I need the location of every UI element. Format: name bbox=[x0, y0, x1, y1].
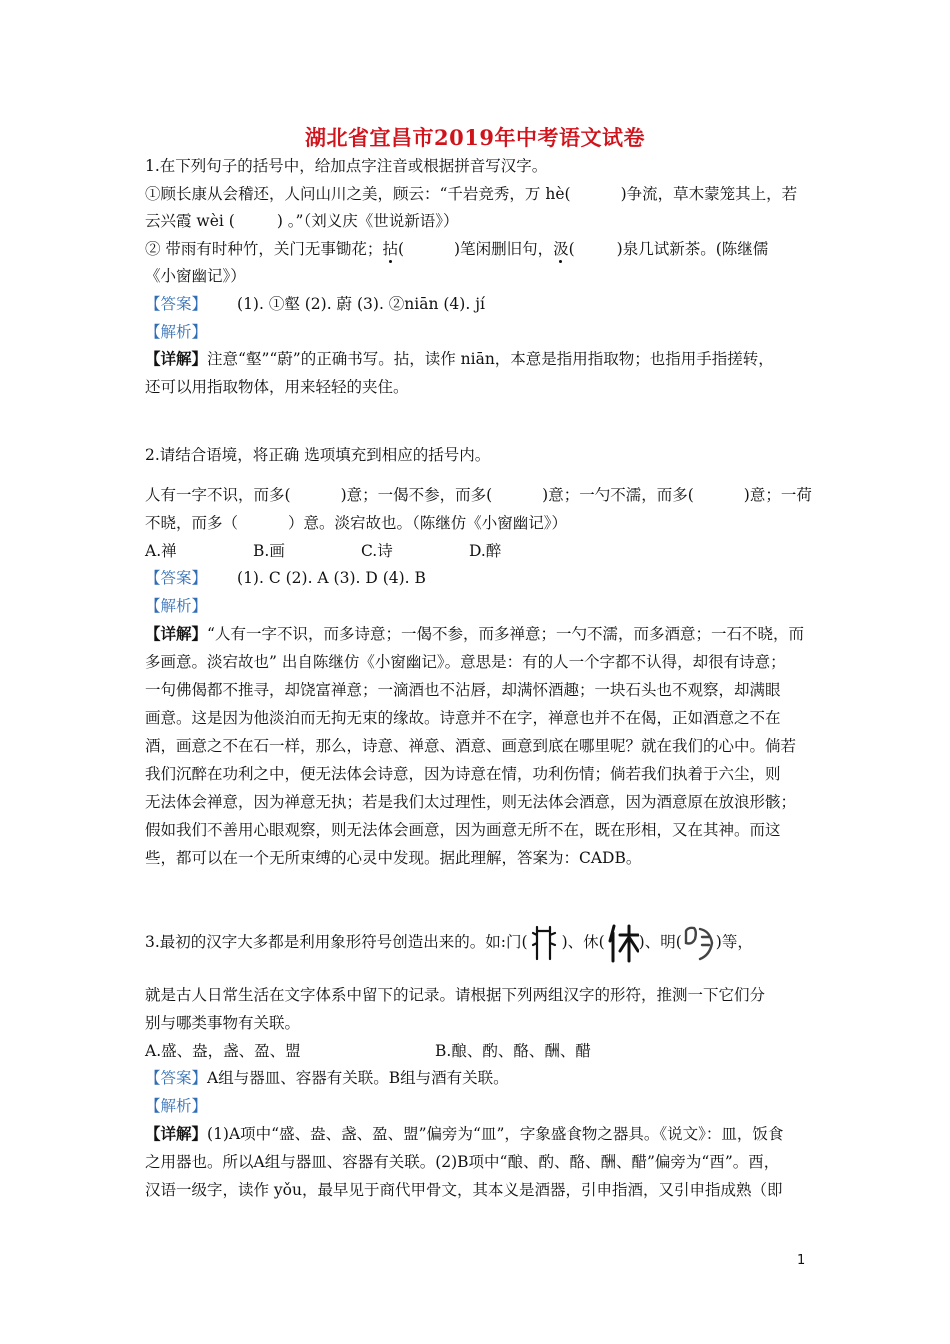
q2-detail-line3: 一句佛偈都不推寻，却饶富禅意；一滴酒也不沾唇，却满怀酒趣；一块石头也不观察，却满眼 bbox=[145, 681, 781, 699]
q3-stem: 3.最初的汉字大多都是利用象形符号创造出来的。如:门( )、休( )、明( )等， bbox=[145, 922, 753, 962]
page-title: 湖北省宜昌市2019年中考语文试卷 bbox=[305, 125, 645, 150]
dotted-char-ji: 汲 bbox=[553, 240, 569, 258]
q3-detail-line3: 汉语一级字，读作 yǒu，最早见于商代甲骨文，其本义是酒器，引申指酒，又引申指成熟（即 bbox=[145, 1181, 783, 1199]
q1-answer: 【答案】 (1). ①壑 (2). 蔚 (3). ②niān (4). jí bbox=[145, 295, 485, 313]
page-number: 1 bbox=[797, 1253, 806, 1268]
q1-sentence1-line2: 云兴霞 wèi ( ) 。”（刘义庆《世说新语》） bbox=[145, 212, 459, 230]
q2-detail-line9: 些，都可以在一个无所束缚的心灵中发现。据此理解，答案为：CADB。 bbox=[145, 849, 642, 867]
ancient-glyph-xiu-icon bbox=[605, 923, 639, 963]
q1-stem: 1.在下列句子的括号中，给加点字注音或根据拼音写汉字。 bbox=[145, 157, 548, 175]
q1-sentence2-line2: 《小窗幽记》） bbox=[145, 267, 246, 285]
ancient-glyph-ming-icon bbox=[682, 923, 716, 963]
q2-answer: 【答案】 (1). C (2). A (3). D (4). B bbox=[145, 569, 426, 587]
q2-detail-line4: 画意。这是因为他淡泊而无拘无束的缘故。诗意并不在字，禅意也并不在偈，正如酒意之不在 bbox=[145, 709, 781, 727]
q2-detail-line1: 【详解】“人有一字不识，而多诗意；一偈不参，而多禅意；一勺不濡，而多酒意；一石不晓，而 bbox=[145, 624, 804, 643]
q3-detail-line2: 之用器也。所以A组与器皿、容器有关联。(2)B项中“酿、酌、酪、酬、醋”偏旁为“酉”。酉， bbox=[145, 1153, 780, 1171]
q1-detail-line1: 【详解】注意“壑”“蔚”的正确书写。拈，读作 niān，本意是指用指取物；也指用手指搓转， bbox=[145, 349, 774, 368]
q1-sentence1-line1: ①顾长康从会稽还，人问山川之美，顾云：“千岩竞秀，万 hè( )争流，草木蒙笼其上，若 bbox=[145, 185, 798, 203]
q1-analysis-label: 【解析】 bbox=[145, 323, 208, 341]
q3-stem-line3: 别与哪类事物有关联。 bbox=[145, 1014, 301, 1032]
q3-answer: 【答案】A组与器皿、容器有关联。B组与酒有关联。 bbox=[145, 1069, 509, 1087]
q2-stem: 2.请结合语境，将正确 选项填充到相应的括号内。 bbox=[145, 446, 491, 464]
ancient-glyph-men-icon bbox=[528, 923, 562, 963]
q3-detail-line1: 【详解】(1)A项中“盛、盎、盏、盈、盟”偏旁为“皿”，字象盛食物之器具。《说文》：皿，饭食 bbox=[145, 1124, 784, 1143]
q2-detail-line5: 酒，画意之不在石一样，那么，诗意、禅意、酒意、画意到底在哪里呢？就在我们的心中。倘若 bbox=[145, 737, 797, 755]
q2-sentence-line1: 人有一字不识，而多( )意；一偈不参，而多( )意；一勺不濡，而多( )意；一荷 bbox=[145, 486, 812, 504]
q2-options: A.禅 B.画 C.诗 D.醉 bbox=[145, 542, 502, 560]
q3-options: A.盛、盎，盏、盈、盟 B.酿、酌、酪、酬、醋 bbox=[145, 1042, 591, 1060]
q3-analysis-label: 【解析】 bbox=[145, 1097, 208, 1115]
answer-label: 【答案】 bbox=[145, 295, 208, 313]
q2-detail-line8: 假如我们不善用心眼观察，则无法体会画意，因为画意无所不在，既在形相，又在其神。而这 bbox=[145, 821, 781, 839]
q2-sentence-line2: 不晓，而多（ ）意。淡宕故也。（陈继仿《小窗幽记》） bbox=[145, 514, 568, 532]
q2-detail-line6: 我们沉醉在功利之中，便无法体会诗意，因为诗意在情，功利伤情；倘若我们执着于六尘，则 bbox=[145, 765, 781, 783]
q2-analysis-label: 【解析】 bbox=[145, 597, 208, 615]
q2-detail-line7: 无法体会禅意，因为禅意无执；若是我们太过理性，则无法体会酒意，因为酒意原在放浪形骸； bbox=[145, 793, 797, 811]
q1-detail-line2: 还可以用指取物体，用来轻轻的夹住。 bbox=[145, 378, 409, 396]
dotted-char-nian: 拈 bbox=[382, 240, 398, 258]
q1-sentence2-line1: ② 带雨有时种竹，关门无事锄花；拈( )笔闲删旧句，汲( )泉几试新茶。(陈继儒 bbox=[145, 240, 769, 258]
q2-detail-line2: 多画意。淡宕故也” 出自陈继仿《小窗幽记》。意思是：有的人一个字都不认得，却很有诗意； bbox=[145, 653, 786, 671]
q3-stem-line2: 就是古人日常生活在文字体系中留下的记录。请根据下列两组汉字的形符，推测一下它们分 bbox=[145, 986, 766, 1004]
